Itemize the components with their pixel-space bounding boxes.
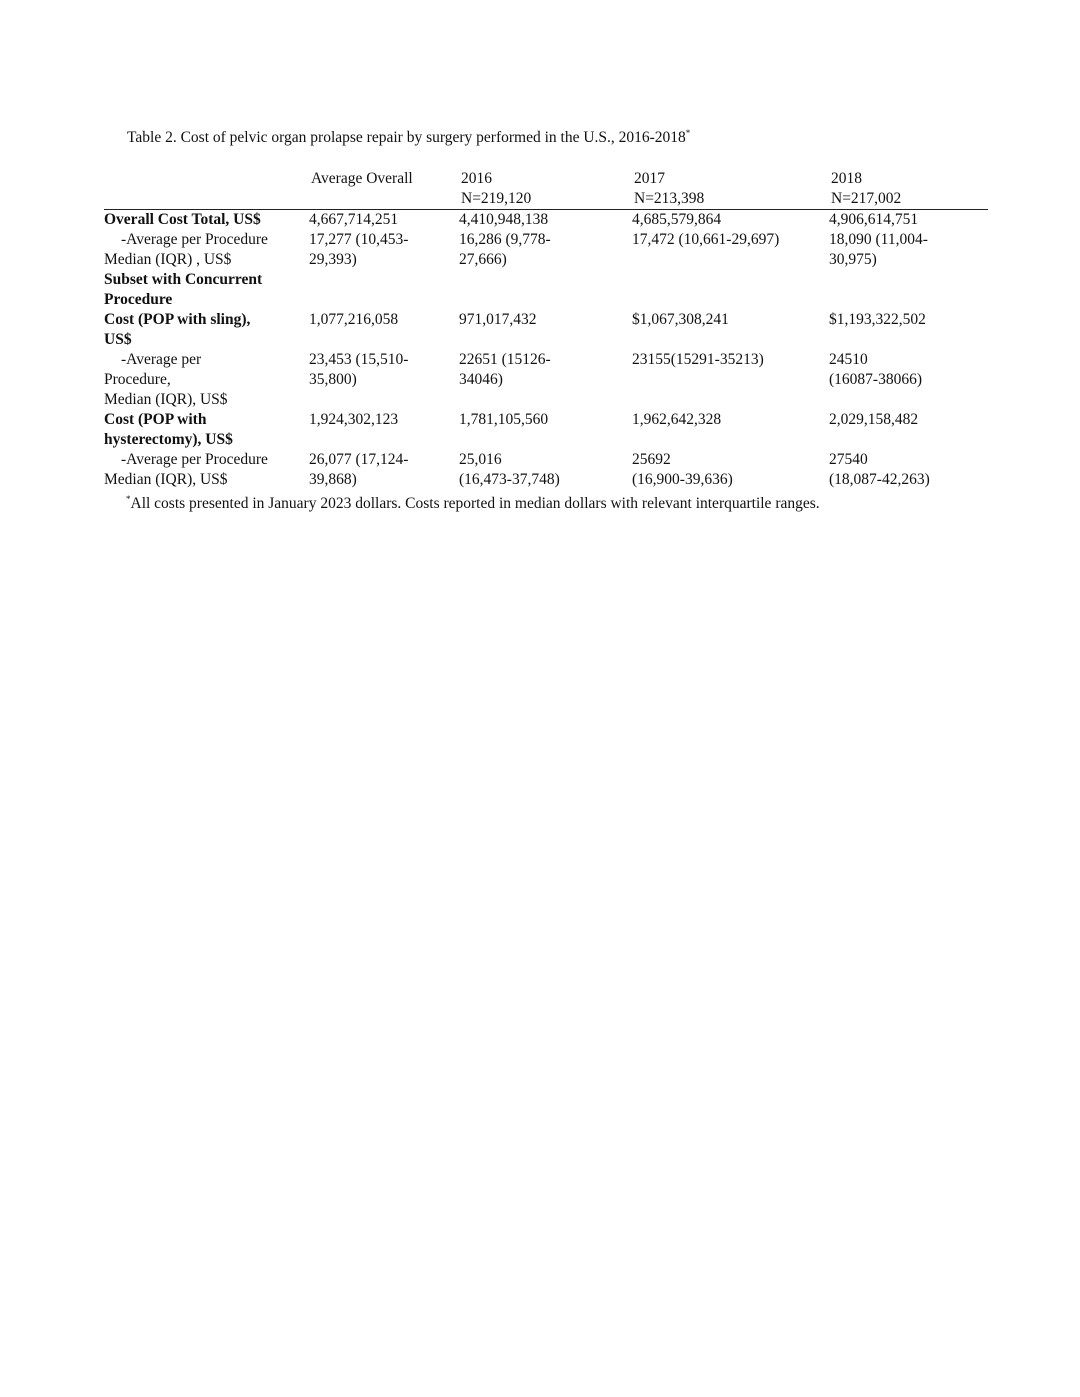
row-label-sling-total-line2: US$	[104, 331, 132, 348]
cell-value-line: 27,666)	[459, 251, 507, 268]
cell-value-line: 25,016	[459, 451, 502, 468]
row-label-overall-average-line2: Median (IQR) , US$	[104, 251, 232, 268]
cell-overall-average-2018	[829, 230, 988, 270]
row-label-subset	[104, 270, 309, 310]
cell-overall-average-2017	[632, 230, 829, 250]
cell-hysterectomy-total-2016: 1,781,105,560	[459, 411, 549, 428]
header-year-2016: 2016	[461, 170, 492, 187]
table-caption	[127, 128, 690, 148]
header-cell-average-overall	[309, 169, 461, 189]
cell-value-line: 17,277 (10,453-	[309, 231, 409, 248]
table-row-subset-heading	[104, 270, 988, 310]
caption-footnote-marker: *	[685, 127, 691, 138]
table-row-hysterectomy-total	[104, 410, 988, 450]
cell-sling-average-average	[309, 350, 459, 390]
table-row-sling-average	[104, 350, 988, 410]
cell-overall-total-2018: 4,906,614,751	[829, 211, 919, 228]
header-n-2016: N=219,120	[461, 190, 532, 207]
cell-value-line: 25692	[632, 451, 671, 468]
caption-text: Table 2. Cost of pelvic organ prolapse repair by surgery performed in the U.S., 2016-2018	[127, 129, 686, 146]
cell-hysterectomy-average-2018	[829, 450, 988, 490]
cell-value-line: 23155(15291-35213)	[632, 351, 764, 368]
cell-value-line: 16,286 (9,778-	[459, 231, 551, 248]
cell-value-line: 35,800)	[309, 371, 357, 388]
row-label-hysterectomy-total-line1: Cost (POP with	[104, 411, 207, 428]
cell-sling-total-average: 1,077,216,058	[309, 311, 399, 328]
row-label-subset-line1: Subset with Concurrent	[104, 271, 263, 288]
cell-hysterectomy-average-2017	[632, 450, 829, 490]
cell-sling-total-2017: $1,067,308,241	[632, 311, 729, 328]
header-cell-2017	[634, 169, 831, 209]
cell-value-line: 34046)	[459, 371, 503, 388]
cell-hysterectomy-total-2017: 1,962,642,328	[632, 411, 722, 428]
table-row-overall-total	[104, 210, 988, 230]
cell-sling-total-2018: $1,193,322,502	[829, 311, 926, 328]
cell-sling-average-2018	[829, 350, 988, 390]
cost-table	[104, 169, 988, 490]
row-label-sling-average-line1: -Average per	[121, 351, 202, 368]
header-year-2018: 2018	[831, 170, 862, 187]
cell-hysterectomy-total-2018: 2,029,158,482	[829, 411, 919, 428]
cell-hysterectomy-average-average	[309, 450, 459, 490]
header-average-overall-label: Average Overall	[311, 170, 413, 187]
row-label-sling-average-line3: Median (IQR), US$	[104, 391, 228, 408]
row-label-overall-average-line1: -Average per Procedure	[121, 231, 268, 248]
table-header-row	[104, 169, 988, 210]
cell-value-line: 39,868)	[309, 471, 357, 488]
cell-value-line: 17,472 (10,661-29,697)	[632, 231, 780, 248]
cell-value-line: 23,453 (15,510-	[309, 351, 409, 368]
cell-overall-average-2016	[459, 230, 632, 270]
cell-hysterectomy-average-2016	[459, 450, 632, 490]
cell-value-line: (18,087-42,263)	[829, 471, 930, 488]
header-n-2017: N=213,398	[634, 190, 705, 207]
row-label-hysterectomy-total-line2: hysterectomy), US$	[104, 431, 233, 448]
row-label-hysterectomy-average-line2: Median (IQR), US$	[104, 471, 228, 488]
cell-value-line: 22651 (15126-	[459, 351, 551, 368]
cell-hysterectomy-total-average: 1,924,302,123	[309, 411, 399, 428]
cell-overall-total-2016: 4,410,948,138	[459, 211, 549, 228]
table-row-hysterectomy-average	[104, 450, 988, 490]
cell-value-line: 18,090 (11,004-	[829, 231, 928, 248]
cell-value-line: 26,077 (17,124-	[309, 451, 409, 468]
row-label-overall-average	[104, 230, 309, 270]
header-cell-2018	[831, 169, 990, 209]
cell-sling-total-2016: 971,017,432	[459, 311, 537, 328]
footnote-marker: *	[126, 493, 131, 504]
cell-value-line: 30,975)	[829, 251, 877, 268]
cell-value-line: (16087-38066)	[829, 371, 922, 388]
table-row-sling-total	[104, 310, 988, 350]
row-label-hysterectomy-total	[104, 410, 309, 450]
row-label-sling-total	[104, 310, 309, 350]
cell-overall-average-average	[309, 230, 459, 270]
row-label-sling-average-line2: Procedure,	[104, 371, 171, 388]
cell-value-line: (16,473-37,748)	[459, 471, 560, 488]
cell-value-line: 24510	[829, 351, 868, 368]
cell-sling-average-2017	[632, 350, 829, 370]
row-label-subset-line2: Procedure	[104, 291, 173, 308]
row-label-overall-total: Overall Cost Total, US$	[104, 211, 261, 228]
header-year-2017: 2017	[634, 170, 665, 187]
header-cell-2016	[461, 169, 634, 209]
footnote-text: All costs presented in January 2023 dollars. Costs reported in median dollars with relevant interquartile ranges.	[130, 495, 820, 512]
row-label-hysterectomy-average	[104, 450, 309, 490]
header-n-2018: N=217,002	[831, 190, 902, 207]
table-footnote	[126, 494, 820, 514]
table-row-overall-average	[104, 230, 988, 270]
row-label-hysterectomy-average-line1: -Average per Procedure	[121, 451, 268, 468]
cell-overall-total-average: 4,667,714,251	[309, 211, 399, 228]
cell-value-line: 27540	[829, 451, 868, 468]
row-label-sling-total-line1: Cost (POP with sling),	[104, 311, 251, 328]
row-label-sling-average	[104, 350, 309, 410]
cell-sling-average-2016	[459, 350, 632, 390]
cell-value-line: (16,900-39,636)	[632, 471, 733, 488]
cell-overall-total-2017: 4,685,579,864	[632, 211, 722, 228]
cell-value-line: 29,393)	[309, 251, 357, 268]
